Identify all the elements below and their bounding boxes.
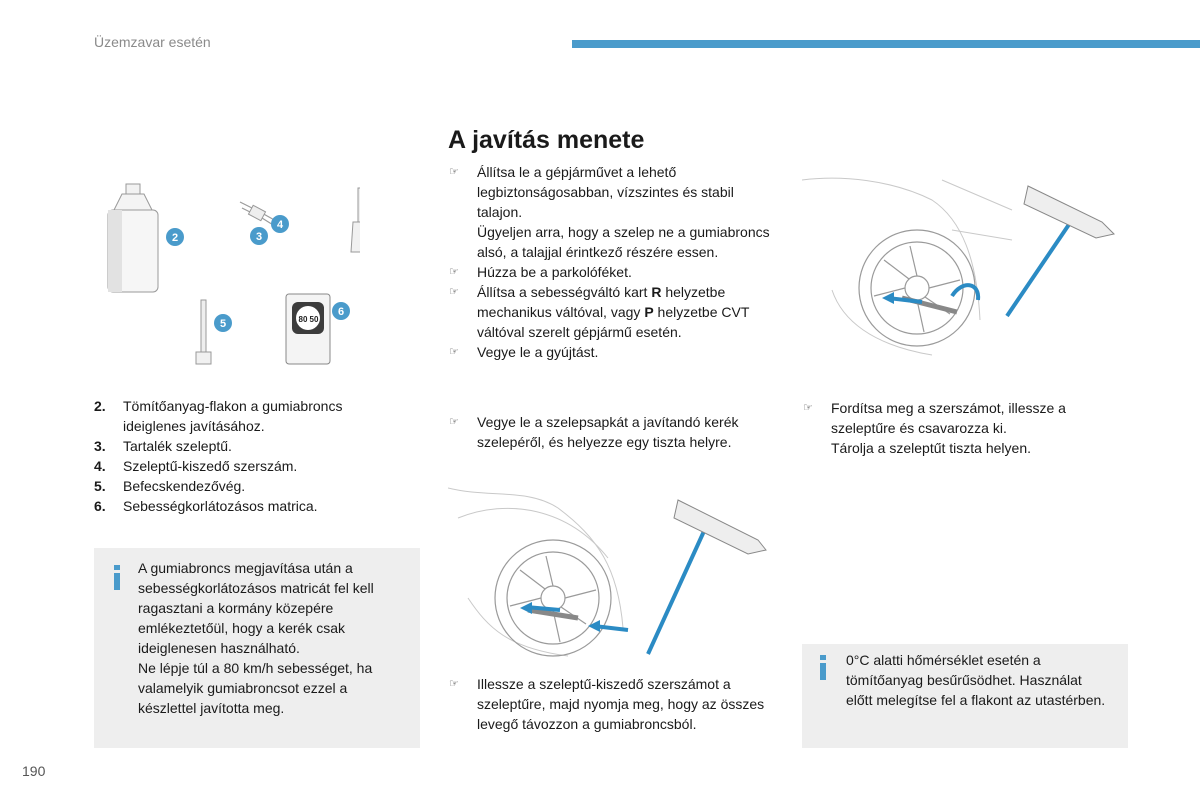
legend-item: 4. Szeleptű-kiszedő szerszám. [94, 458, 298, 474]
hand-pointer-icon: ☞ [449, 678, 459, 690]
svg-text:80: 80 [298, 315, 308, 324]
hand-pointer-icon: ☞ [803, 402, 813, 414]
wheel-tool-turn-illustration [802, 170, 1132, 360]
info-text: 0°C alatti hőmérséklet esetén a tömítőanyag besűrűsödhet. Használat előtt melegítse fel a flakont az utastérben. [846, 652, 1106, 708]
repair-kit-illustration [100, 180, 360, 380]
page-number: 190 [22, 763, 46, 779]
kit-label-5 [214, 314, 232, 332]
step-item: ☞ Illessze a szeleptű-kiszedő szerszámot a szeleptűre, majd nyomja meg, hogy az összes levegő távozzon a gumiabroncsból. [449, 676, 765, 732]
header-accent-bar [572, 40, 1200, 48]
step-item: ☞ Vegye le a szelepsapkát a javítandó kerék szelepéről, és helyezze egy tiszta helyre. [449, 414, 739, 450]
step-item: ☞ Húzza be a parkolóféket. [449, 264, 632, 280]
step-item: ☞ Állítsa le a gépjárművet a lehető legbiztonságosabban, vízszintes és stabil talajon. Ügyeljen arra, hogy a szelep ne a gumiabroncs alsó, a talajjal érintkező részére essen. [449, 164, 770, 260]
legend-item: 5. Befecskendezővég. [94, 478, 246, 494]
injector-nozzle-image [196, 300, 211, 364]
legend-item: 6. Sebességkorlátozásos matrica. [94, 498, 318, 514]
sealant-bottle-image [108, 184, 158, 292]
info-box-temperature [802, 644, 1128, 748]
svg-text:50: 50 [309, 315, 319, 324]
hand-pointer-icon: ☞ [449, 166, 459, 178]
hand-pointer-icon: ☞ [449, 266, 459, 278]
info-text: A gumiabroncs megjavítása után a sebességkorlátozásos matricát fel kell ragasztani a kormány közepére emlékeztetőül, hogy a kerék csak ideiglenesen használható. Ne lépje túl a 80 km/h sebességet, ha valamelyik gumiabroncsot ezzel a készlettel javította meg. [138, 560, 374, 716]
step-item: ☞ Állítsa a sebességváltó kart R helyzetbe mechanikus váltóval, vagy P helyzetbe CVT váltóval szerelt gépjármű esetén. [449, 284, 750, 340]
step-item: ☞ Fordítsa meg a szerszámot, illessze a szeleptűre és csavarozza ki. Tárolja a szeleptűt tiszta helyen. [803, 400, 1066, 456]
wheel-tool-insert-illustration [448, 478, 778, 658]
legend-item: 3. Tartalék szeleptű. [94, 438, 232, 454]
svg-text:4: 4 [276, 219, 284, 231]
svg-text:5: 5 [219, 318, 227, 330]
hand-pointer-icon: ☞ [449, 346, 459, 358]
repair-steps [448, 162, 778, 362]
speed-limit-sticker-image [286, 294, 330, 364]
running-header: Üzemzavar esetén [94, 34, 211, 50]
svg-text:2: 2 [171, 232, 179, 244]
svg-text:6: 6 [337, 306, 345, 318]
step-turn-tool [802, 398, 1132, 458]
kit-label-6 [332, 302, 350, 320]
kit-label-4 [271, 215, 289, 233]
info-box-speed-limit [94, 548, 420, 748]
step-remove-cap [448, 412, 778, 452]
hand-pointer-icon: ☞ [449, 416, 459, 428]
legend-item: 2. Tömítőanyag-flakon a gumiabroncs ideiglenes javításához. [94, 398, 343, 434]
hand-pointer-icon: ☞ [449, 286, 459, 298]
kit-label-3 [250, 227, 268, 245]
kit-legend [94, 396, 394, 516]
step-insert-tool [448, 674, 778, 734]
svg-text:3: 3 [255, 231, 263, 243]
section-title: A javítás menete [448, 126, 645, 154]
kit-label-2 [166, 228, 184, 246]
step-item: ☞ Vegye le a gyújtást. [449, 344, 599, 360]
